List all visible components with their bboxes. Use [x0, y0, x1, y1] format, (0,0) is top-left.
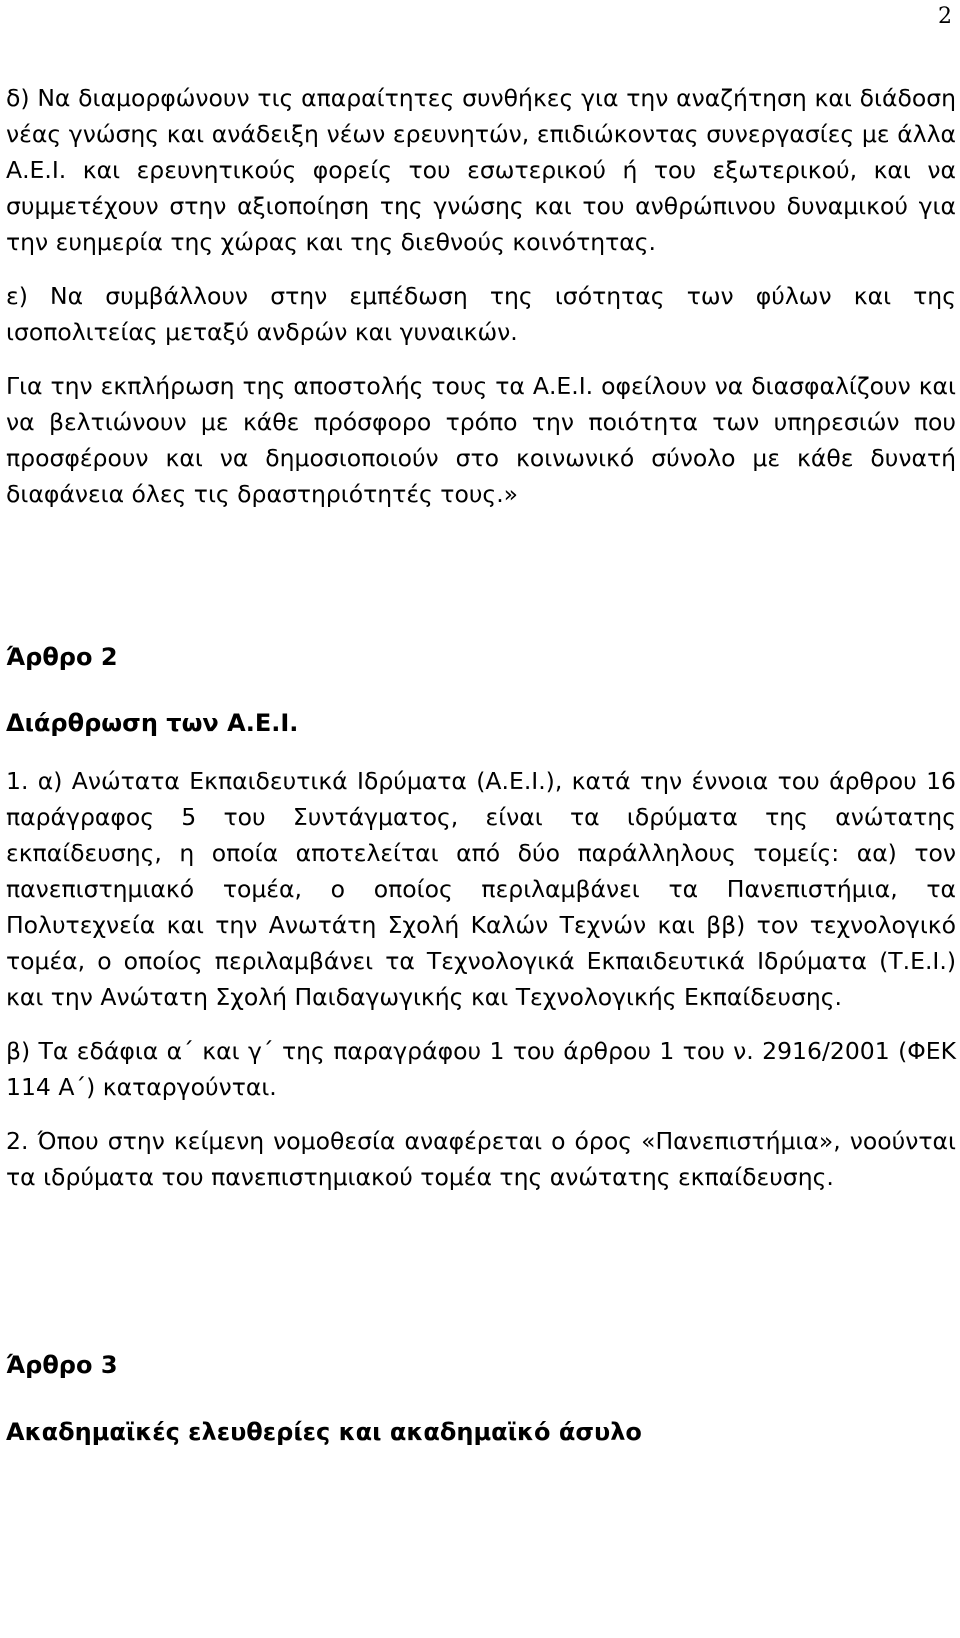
paragraph-epsilon: ε) Να συμβάλλουν στην εμπέδωση της ισότητας των φύλων και της ισοπολιτείας μεταξύ ανδρών και γυναικών.: [6, 282, 956, 346]
article-2-paragraph-1: 1. α) Ανώτατα Εκπαιδευτικά Ιδρύματα (Α.Ε.Ι.), κατά την έννοια του άρθρου 16 παράγραφος 5 του Συντάγματος, είναι τα ιδρύματα της ανώτατης εκπαίδευσης, η οποία αποτελείται από δύο παράλληλους τομείς: αα) τον πανεπιστημιακό τομέα, ο οποίος περιλαμβάνει τα Πανεπιστήμια, τα Πολυτεχνεία και την Ανωτάτη Σχολή Καλών Τεχνών και ββ) τον τεχνολογικό τομέα, ο οποίος περιλαμβάνει τα Τεχνολογικά Εκπαιδευτικά Ιδρύματα (Τ.Ε.Ι.) και την Ανώτατη Σχολή Παιδαγωγικής και Τεχνολογικής Εκπαίδευσης.: [6, 767, 956, 1011]
document-body: [6, 80, 956, 1450]
article-2-paragraph-2: 2. Όπου στην κείμενη νομοθεσία αναφέρεται ο όρος «Πανεπιστήμια», νοούνται τα ιδρύματα του πανεπιστημιακού τομέα της ανώτατης εκπαίδευσης.: [6, 1127, 956, 1191]
article-2-paragraph-1b: β) Τα εδάφια α΄ και γ΄ της παραγράφου 1 του άρθρου 1 του ν. 2916/2001 (ΦΕΚ 114 Α΄) καταργούνται.: [6, 1037, 956, 1101]
article-3-subtitle: Ακαδημαϊκές ελευθερίες και ακαδημαϊκό άσυλο: [6, 1418, 642, 1446]
article-2-title: Άρθρο 2: [6, 643, 118, 671]
article-3-title: Άρθρο 3: [6, 1351, 118, 1379]
paragraph-mission: Για την εκπλήρωση της αποστολής τους τα Α.Ε.Ι. οφείλουν να διασφαλίζουν και να βελτιώνουν με κάθε πρόσφορο τρόπο την ποιότητα των υπηρεσιών που προσφέρουν και να δημοσιοποιούν στο κοινωνικό σύνολο με κάθε δυνατή διαφάνεια όλες τις δραστηριότητές τους.»: [6, 372, 956, 508]
article-2-subtitle: Διάρθρωση των Α.Ε.Ι.: [6, 709, 299, 737]
paragraph-delta: δ) Να διαμορφώνουν τις απαραίτητες συνθήκες για την αναζήτηση και διάδοση νέας γνώσης και ανάδειξη νέων ερευνητών, επιδιώκοντας συνεργασίες με άλλα Α.Ε.Ι. και ερευνητικούς φορείς του εσωτερικού ή του εξωτερικού, και να συμμετέχουν στην αξιοποίηση της γνώσης και του ανθρώπινου δυναμικού για την ευημερία της χώρας και της διεθνούς κοινότητας.: [6, 84, 956, 256]
page-number: 2: [938, 4, 952, 29]
